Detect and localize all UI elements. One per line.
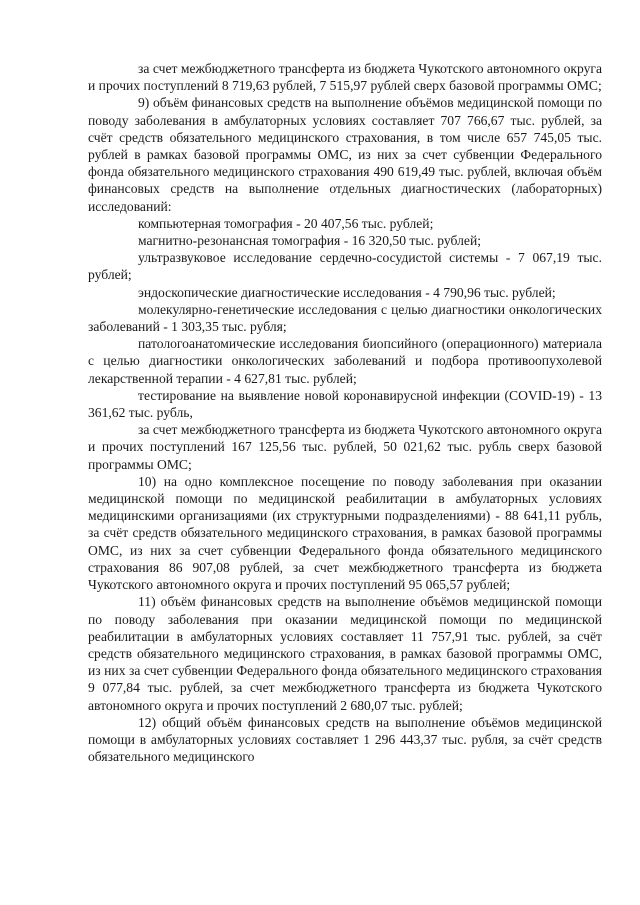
- list-item-molecular-genetic: молекулярно-генетические исследования с целью диагностики онкологических заболеваний - 1 303,35 тыс. рубля;: [88, 301, 602, 335]
- list-item-mri: магнитно-резонансная томография - 16 320,50 тыс. рублей;: [138, 233, 481, 249]
- document-body: [88, 60, 602, 765]
- paragraph-item-9: 9) объём финансовых средств на выполнение объёмов медицинской помощи по поводу заболевания в амбулаторных условиях составляет 707 766,67 тыс. рублей, за счёт средств обязательного медицинского страхования, в том числе 657 745,05 тыс. рублей в рамках базовой программы ОМС, из них за счет субвенции Федерального фонда обязательного медицинского страхования 490 619,49 тыс. рублей, включая объём финансовых средств на выполнение отдельных диагностических (лабораторных) исследований:: [88, 95, 602, 214]
- list-item-ct: компьютерная томография - 20 407,56 тыс. рублей;: [138, 215, 434, 231]
- list-item-covid-testing: тестирование на выявление новой коронавирусной инфекции (COVID-19) - 13 361,62 тыс. рубль,: [88, 387, 602, 421]
- paragraph-transfer-continuation: за счет межбюджетного трансферта из бюджета Чукотского автономного округа и прочих поступлений 8 719,63 рублей, 7 515,97 рублей сверх базовой программы ОМС;: [88, 61, 602, 94]
- paragraph-item-11: 11) объём финансовых средств на выполнение объёмов медицинской помощи по поводу заболевания при оказании медицинской помощи по медицинской реабилитации в амбулаторных условиях составляет 11 757,91 тыс. рублей, за счёт средств обязательного медицинского страхования, в рамках базовой программы ОМС, из них за счет субвенции Федерального фонда обязательного медицинского страхования 9 077,84 тыс. рублей, за счет межбюджетного трансферта из бюджета Чукотского автономного округа и прочих поступлений 2 680,07 тыс. рублей;: [88, 594, 602, 713]
- list-item-pathology: патологоанатомические исследования биопсийного (операционного) материала с целью диагностики онкологических заболеваний и подбора противоопухолевой лекарственной терапии - 4 627,81 тыс. рублей;: [88, 336, 602, 386]
- paragraph-transfer-item-9: за счет межбюджетного трансферта из бюджета Чукотского автономного округа и прочих поступлений 167 125,56 тыс. рублей, 50 021,62 тыс. рубль сверх базовой программы ОМС;: [88, 422, 602, 472]
- list-item-endoscopy: эндоскопические диагностические исследования - 4 790,96 тыс. рублей;: [138, 284, 556, 300]
- paragraph-item-12: 12) общий объём финансовых средств на выполнение объёмов медицинской помощи в амбулаторных условиях составляет 1 296 443,37 тыс. рубля, за счёт средств обязательного медицинского: [88, 714, 602, 765]
- paragraph-item-10: 10) на одно комплексное посещение по поводу заболевания при оказании медицинской помощи по медицинской реабилитации в амбулаторных условиях медицинскими организациями (их структурными подразделениями) - 88 641,11 рубль, за счёт средств обязательного медицинского страхования, в рамках базовой программы ОМС, из них за счет субвенции Федерального фонда обязательного медицинского страхования 86 907,08 рублей, за счет межбюджетного трансферта из бюджета Чукотского автономного округа и прочих поступлений 95 065,57 рублей;: [88, 473, 602, 593]
- list-item-ultrasound: ультразвуковое исследование сердечно-сосудистой системы - 7 067,19 тыс. рублей;: [88, 250, 602, 283]
